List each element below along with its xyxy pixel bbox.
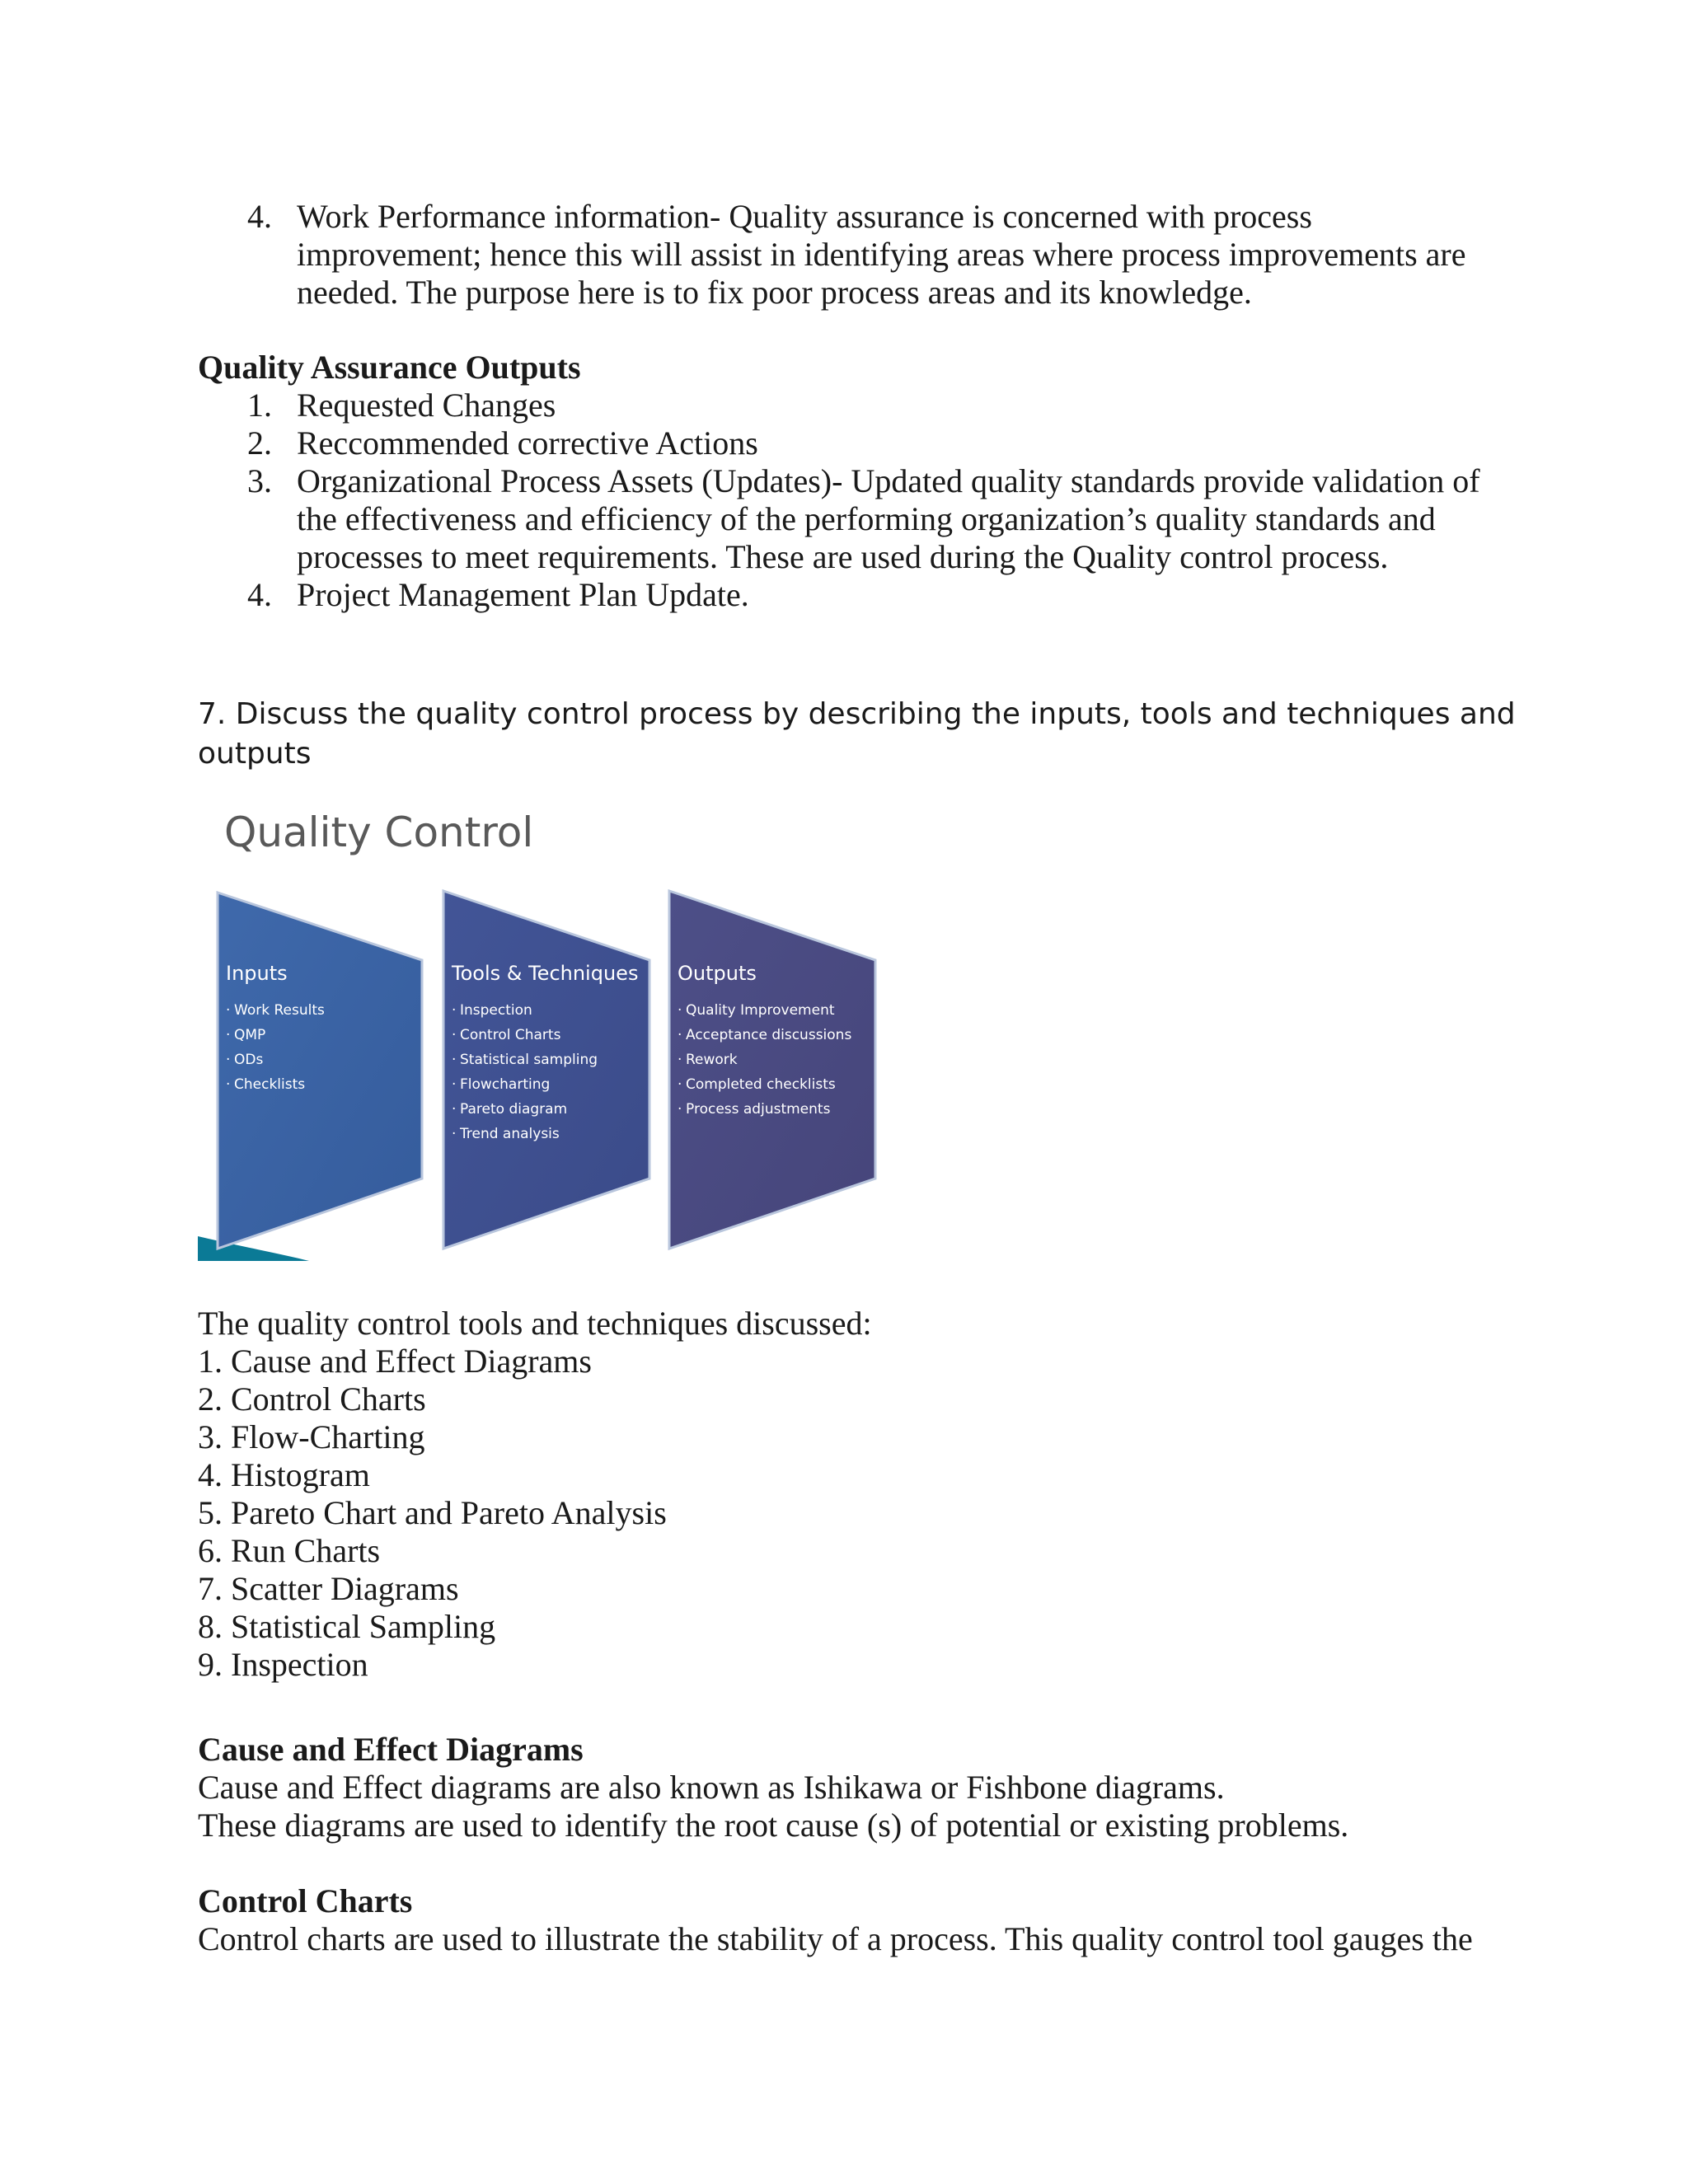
outputs-item: Quality Improvement (686, 1002, 835, 1019)
control-charts-section (198, 1882, 1550, 1958)
tools-item: Pareto diagram (460, 1101, 568, 1118)
inputs-panel (218, 893, 422, 1249)
list-item: 9. Inspection (198, 1646, 368, 1683)
question-line: 7. Discuss the quality control process by describing the inputs, tools and techniques and (198, 697, 1516, 731)
question-line: outputs (198, 737, 312, 771)
list-number: 4. (247, 576, 272, 613)
qa-outputs-list (198, 387, 1500, 614)
bullet-glyph: · (226, 1002, 231, 1019)
inputs-item: ODs (234, 1052, 264, 1068)
list-line: Requested Changes (297, 387, 556, 424)
bullet-glyph: · (452, 1027, 457, 1043)
list-item (198, 576, 1500, 614)
outputs-item: Acceptance discussions (686, 1027, 852, 1043)
bullet-glyph: · (452, 1101, 457, 1118)
bullet-glyph: · (452, 1052, 457, 1068)
inputs-heading: Inputs (226, 962, 288, 985)
bullet-glyph: · (678, 1052, 682, 1068)
list-line: improvement; hence this will assist in identifying areas where process improvements are (297, 236, 1466, 273)
list-item: 5. Pareto Chart and Pareto Analysis (198, 1494, 667, 1531)
question-7 (198, 695, 1533, 774)
outputs-item: Completed checklists (686, 1076, 836, 1093)
outputs-heading: Outputs (678, 962, 757, 985)
tools-item: Statistical sampling (460, 1052, 598, 1068)
figure-title: Quality Control (224, 808, 534, 856)
list-item: 2. Control Charts (198, 1380, 426, 1418)
accent-wedge (198, 1236, 309, 1261)
list-item (198, 198, 1500, 312)
bullet-glyph: · (678, 1002, 682, 1019)
list-item (198, 462, 1500, 576)
inputs-item: Checklists (234, 1076, 306, 1093)
bullet-glyph: · (452, 1076, 457, 1093)
list-number: 2. (247, 424, 272, 462)
bullet-glyph: · (226, 1027, 231, 1043)
paragraph-line: Cause and Effect diagrams are also known as Ishikawa or Fishbone diagrams. (198, 1769, 1225, 1806)
list-line: needed. The purpose here is to fix poor process areas and its knowledge. (297, 274, 1252, 311)
qa-inputs-list (198, 198, 1500, 312)
bullet-glyph: · (226, 1076, 231, 1093)
list-item: 6. Run Charts (198, 1532, 381, 1569)
bullet-glyph: · (226, 1052, 231, 1068)
bullet-glyph: · (678, 1076, 682, 1093)
quality-control-figure (198, 804, 890, 1277)
paragraph-line: Control charts are used to illustrate the stability of a process. This quality control tool gauges the (198, 1920, 1473, 1957)
list-item: 7. Scatter Diagrams (198, 1570, 459, 1607)
list-item: 8. Statistical Sampling (198, 1608, 496, 1645)
outputs-item: Rework (686, 1052, 738, 1068)
cause-effect-section (198, 1731, 1533, 1844)
outputs-item: Process adjustments (686, 1101, 831, 1118)
list-item: 1. Cause and Effect Diagrams (198, 1343, 592, 1380)
list-line: Organizational Process Assets (Updates)- Updated quality standards provide validation of (297, 462, 1480, 499)
bullet-glyph: · (452, 1126, 457, 1142)
tools-item: Flowcharting (460, 1076, 551, 1093)
list-number: 1. (247, 387, 272, 424)
inputs-item: Work Results (234, 1002, 325, 1019)
list-line: Reccommended corrective Actions (297, 424, 758, 462)
list-line: processes to meet requirements. These are used during the Quality control process. (297, 538, 1389, 575)
inputs-item: QMP (234, 1027, 266, 1043)
qc-tools-section (198, 1305, 1533, 1684)
list-line: the effectiveness and efficiency of the performing organization’s quality standards and (297, 500, 1436, 537)
list-number: 3. (247, 462, 272, 499)
outputs-panel (669, 891, 875, 1249)
list-number: 4. (247, 198, 272, 235)
bullet-glyph: · (678, 1101, 682, 1118)
tools-heading: Tools & Techniques (452, 962, 639, 985)
paragraph-line: These diagrams are used to identify the root cause (s) of potential or existing problems. (198, 1807, 1349, 1844)
list-item (198, 424, 1500, 462)
section-heading: Cause and Effect Diagrams (198, 1731, 584, 1768)
tools-item: Trend analysis (460, 1126, 560, 1142)
tools-panel (443, 891, 649, 1249)
tools-item: Inspection (460, 1002, 532, 1019)
bullet-glyph: · (678, 1027, 682, 1043)
tools-item: Control Charts (460, 1027, 561, 1043)
bullet-glyph: · (452, 1002, 457, 1019)
list-item: 4. Histogram (198, 1456, 370, 1493)
qa-outputs-heading: Quality Assurance Outputs (198, 349, 581, 386)
list-item: 3. Flow-Charting (198, 1418, 425, 1455)
list-line: Work Performance information- Quality assurance is concerned with process (297, 198, 1312, 235)
list-line: Project Management Plan Update. (297, 576, 749, 613)
section-heading: Control Charts (198, 1882, 413, 1919)
qc-tools-intro: The quality control tools and techniques discussed: (198, 1305, 872, 1342)
list-item (198, 387, 1500, 424)
